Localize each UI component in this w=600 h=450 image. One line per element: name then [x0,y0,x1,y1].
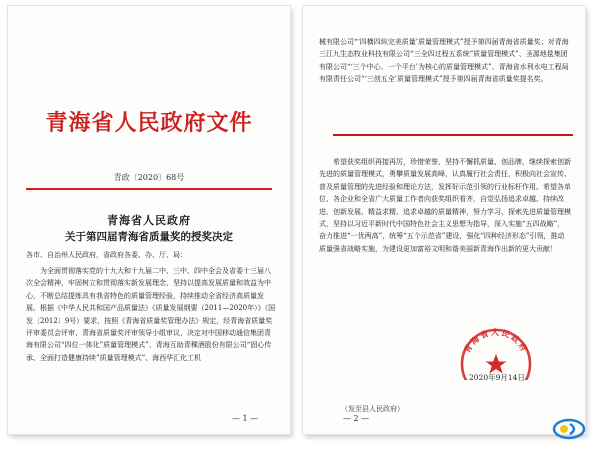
addressee-line: 各市、自治州人民政府，省政府各委、办、厅、局： [26,251,187,259]
document-page-2 [303,6,585,434]
distribution-note: （发至县人民政府） [341,405,404,413]
document-title: 关于第四届青海省质量奖的授奖决定 [65,231,233,243]
seal-text: 青海省人民政府 [461,327,531,355]
body-paragraph-1: 为全面贯彻落实党的十九大和十九届二中、三中、四中全会及省委十三届八次全会精神，牢固树立和贯彻落实新发展理念，坚持以提高发展质量和效益为中心，不断总结提炼具有我省特色的质量管理经验，持续推动全省经济高质量发展。根据《中华人民共和国产品质量法》《质量发展纲要（2011—2020年）》（国发〔2012〕9号）要求，按照《青海省质量奖管理办法》规定，经青海省质量奖评审委员会评审、青海省质量奖评审领导小组审议，决定对中国移动通信集团青海有限公司“四位一体化”质量管理模式”、青海互助青稞酒股份有限公司“固心传承、全面打造健康持续”质量管理模式”、海西华汇化工机 [26,267,276,362]
body-continuation: 械有限公司“‘四横四纵完美质量’质量管理模式”授予第四届青海省质量奖；对青海三江九生态牧业科技有限公司“三全四过程五系统”质量管理模式”、圣源地毯集团有限公司“‘三个中心、一个平台’为核心的质量管理模式”、青海省水利水电工程局有限责任公司“‘三创五全’质量管理模式”授予第四届青海省质量奖提名奖。 [319,38,569,84]
header-red-rule [26,188,272,190]
document-number: 青政〔2020〕68号 [113,173,185,182]
document-page-1 [8,6,290,434]
document-header: 青海省人民政府文件 [45,111,253,136]
body-paragraph-2: 希望获奖组织再接再厉，珍惜荣誉，坚持不懈抓质量、创品牌，继续探索创新先进的质量管理模式，勇攀质量发展高峰，认真履行社会责任，积极向社会宣传、普及质量管理的先进经验和理论方法，发挥好示范引领的行业标杆作用。希望各单位、各企业和全省广大质量工作者向获奖组织看齐，自觉弘扬追求卓越、持续改进、创新发展、精益求精、追求卓越的质量精神，努力学习、探索先进质量管理模式，坚持以习近平新时代中国特色社会主义思想为指导，深入实施“五四战略”，奋力推进“一优两高”，统筹“五个示范省”建设，强化“四种经济形态”引领，推动质量强省战略实施，为建设更加富裕文明和谐美丽新青海作出新的更大贡献！ [319,158,571,253]
svg-text:青海省人民政府 [462,327,531,355]
page-number-1: — 1 — [232,414,259,423]
corner-logo-icon [552,418,586,440]
page-number-2: — 2 — [343,414,370,423]
highlight-red-underline [333,134,573,136]
issuer-name: 青海省人民政府 [107,214,191,227]
signing-date: 2020年9月14日 [469,373,525,382]
